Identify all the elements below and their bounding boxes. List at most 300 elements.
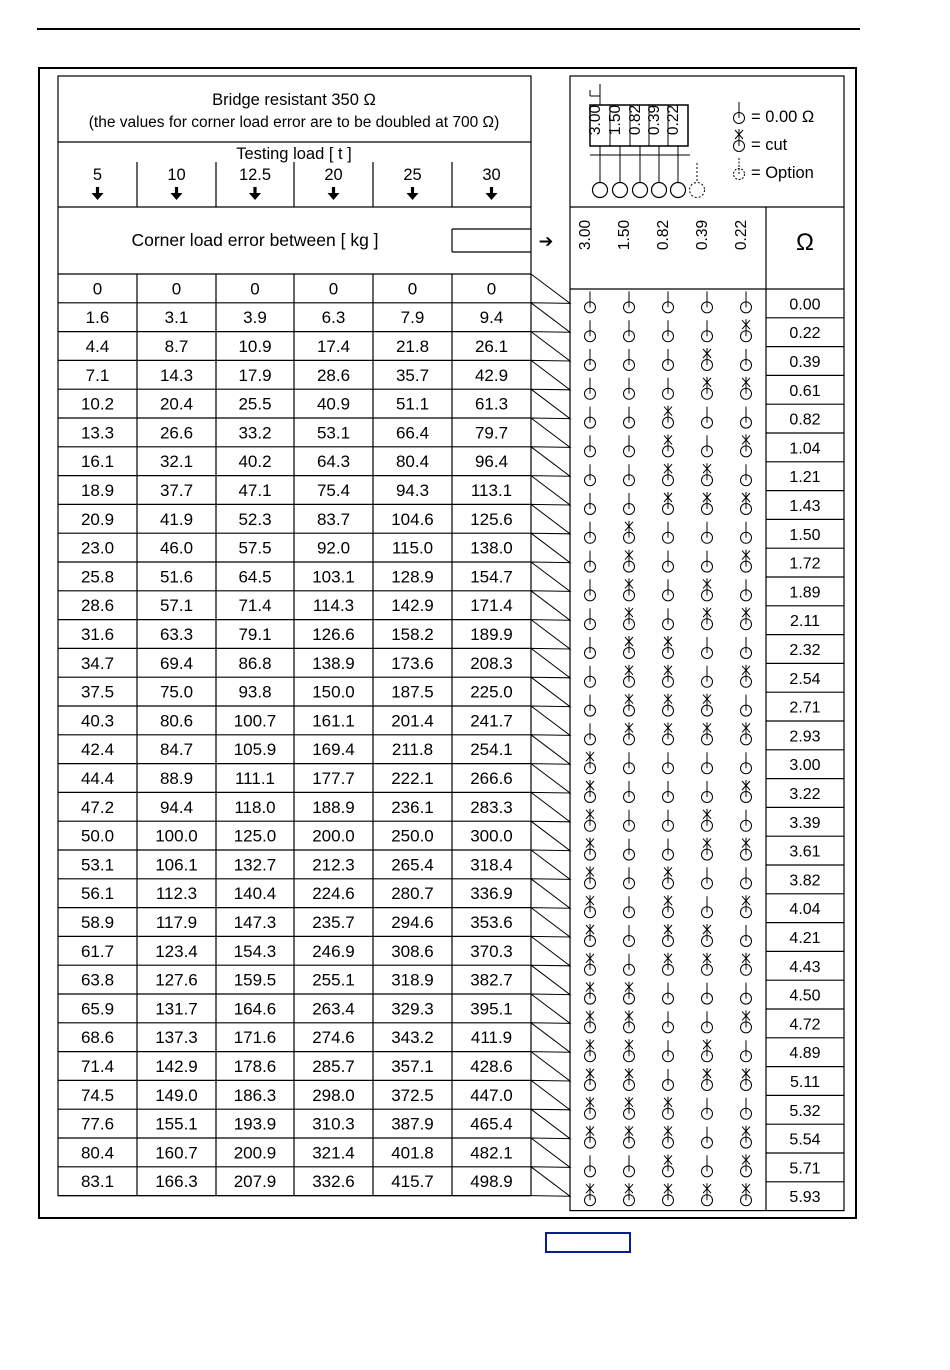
code-cut-icon <box>585 780 596 803</box>
code-closed-icon <box>741 637 752 659</box>
table-cell: 53.1 <box>80 855 115 875</box>
load-value-6: 30 <box>482 166 501 184</box>
row-connector-lines <box>531 274 570 1196</box>
code-cut-icon <box>585 895 596 918</box>
code-closed-icon <box>663 781 674 803</box>
code-cut-icon <box>663 924 674 947</box>
table-cell: 96.4 <box>474 452 509 472</box>
table-cell: 161.1 <box>312 711 355 731</box>
table-cell: 154.3 <box>233 941 277 961</box>
table-cell: 10.2 <box>80 394 115 414</box>
ohm-value: 1.50 <box>789 526 821 544</box>
table-cell: 465.4 <box>470 1114 513 1134</box>
code-closed-icon <box>741 1040 752 1062</box>
code-cut-icon <box>741 607 752 630</box>
code-cut-icon <box>585 1097 596 1120</box>
table-cell: 63.8 <box>80 970 115 990</box>
code-closed-icon <box>741 522 752 544</box>
table-cell: 138.9 <box>312 653 355 673</box>
table-cell: 53.1 <box>316 423 351 443</box>
code-closed-icon <box>702 867 713 889</box>
table-cell: 31.6 <box>80 625 115 644</box>
code-cut-icon <box>624 694 635 717</box>
table-cell: 40.9 <box>316 394 351 414</box>
table-cell: 58.9 <box>80 913 115 932</box>
table-cell: 159.5 <box>233 970 277 990</box>
code-closed-icon <box>702 1127 713 1149</box>
code-closed-icon <box>702 1155 713 1177</box>
table-cell: 401.8 <box>391 1143 434 1163</box>
code-closed-icon <box>624 291 635 313</box>
code-closed-icon <box>663 551 674 573</box>
legend-text: = 0.00 Ω <box>751 108 815 126</box>
code-cut-icon <box>663 866 674 889</box>
table-cell: 103.1 <box>312 567 355 587</box>
table-cell: 298.0 <box>312 1085 355 1105</box>
ohm-value: 3.39 <box>789 814 821 832</box>
table-cell: 0 <box>486 279 497 299</box>
code-closed-icon <box>702 896 713 918</box>
table-cell: 37.5 <box>80 682 115 702</box>
table-cell: 283.3 <box>470 797 513 817</box>
table-cell: 189.9 <box>470 625 513 644</box>
code-cut-icon <box>663 953 674 976</box>
table-cell: 0 <box>171 279 182 299</box>
table-cell: 21.8 <box>395 337 430 356</box>
down-arrow-icon <box>92 187 104 200</box>
table-cell: 0 <box>250 279 260 299</box>
table-cell: 187.5 <box>391 682 434 702</box>
code-closed-icon <box>702 551 713 573</box>
table-cell: 235.7 <box>312 913 355 932</box>
ohm-value: 1.04 <box>789 440 821 458</box>
code-cut-icon <box>663 1183 674 1206</box>
code-closed-icon <box>663 378 674 400</box>
ohm-value: 5.11 <box>790 1074 820 1091</box>
code-cut-icon <box>702 607 713 630</box>
code-cut-icon <box>624 665 635 688</box>
code-cut-icon <box>585 982 596 1005</box>
table-cell: 37.7 <box>159 481 194 500</box>
table-cell: 211.8 <box>391 740 434 760</box>
table-cell: 23.0 <box>80 538 115 558</box>
code-closed-icon <box>702 1011 713 1033</box>
table-cell: 1.6 <box>85 308 110 328</box>
code-cut-icon <box>663 492 674 515</box>
table-cell: 74.5 <box>80 1085 115 1105</box>
table-cell: 150.0 <box>312 682 355 702</box>
code-cut-icon <box>741 895 752 918</box>
code-closed-icon <box>741 349 752 371</box>
table-cell: 128.9 <box>391 567 434 587</box>
code-closed-icon <box>741 810 752 832</box>
table-cell: 8.7 <box>164 337 189 356</box>
code-closed-icon <box>624 839 635 861</box>
code-cut-icon <box>585 809 596 832</box>
code-closed-icon <box>663 752 674 774</box>
table-cell: 382.7 <box>470 970 513 990</box>
table-cell: 63.3 <box>159 625 194 644</box>
ohm-value: 5.71 <box>789 1160 821 1178</box>
table-cell: 415.7 <box>391 1172 434 1192</box>
code-closed-icon <box>663 608 674 630</box>
table-cell: 208.3 <box>470 653 513 673</box>
code-cut-icon <box>702 578 713 601</box>
table-cell: 64.3 <box>316 452 351 472</box>
code-cut-icon <box>585 838 596 861</box>
table-cell: 32.1 <box>159 452 194 472</box>
ohm-value: 3.22 <box>789 786 821 803</box>
ohm-value: 1.43 <box>789 498 821 515</box>
code-cut-icon <box>741 1010 752 1033</box>
ohm-value: 5.32 <box>789 1102 821 1120</box>
ohm-value: 3.00 <box>789 757 821 775</box>
code-cut-icon <box>624 1010 635 1033</box>
table-cell: 33.2 <box>238 423 272 443</box>
code-closed-icon <box>585 291 596 313</box>
table-cell: 318.9 <box>391 970 434 990</box>
table-cell: 100.7 <box>233 711 277 731</box>
code-cut-icon <box>741 953 752 976</box>
code-closed-icon <box>624 320 635 342</box>
table-cell: 26.6 <box>159 423 194 443</box>
code-cut-icon <box>585 1039 596 1062</box>
table-cell: 16.1 <box>80 452 115 472</box>
table-cell: 236.1 <box>391 797 434 817</box>
ohm-value: 2.71 <box>789 699 821 717</box>
code-cut-icon <box>624 578 635 601</box>
table-cell: 77.6 <box>80 1114 115 1134</box>
table-cell: 9.4 <box>479 308 504 328</box>
table-cell: 498.9 <box>470 1172 513 1192</box>
load-value-4: 20 <box>324 166 343 184</box>
table-cell: 28.6 <box>80 596 115 616</box>
table-cell: 50.0 <box>80 826 115 846</box>
code-cut-icon <box>663 1097 674 1120</box>
table-cell: 0 <box>92 279 103 299</box>
table-cell: 64.5 <box>238 567 272 587</box>
ohm-value: 4.72 <box>789 1016 821 1034</box>
table-cell: 4.4 <box>85 337 110 356</box>
table-cell: 177.7 <box>312 769 355 788</box>
solder-pad-icon <box>671 183 686 198</box>
code-closed-icon <box>585 407 596 429</box>
code-cut-icon <box>585 924 596 947</box>
resistor-label: 1.50 <box>607 104 624 136</box>
code-closed-icon <box>585 464 596 486</box>
table-cell: 3.9 <box>243 308 267 328</box>
table-cell: 222.1 <box>391 769 434 788</box>
code-cut-icon <box>624 521 635 544</box>
table-cell: 285.7 <box>312 1057 355 1076</box>
table-cell: 321.4 <box>312 1143 355 1163</box>
table-cell: 35.7 <box>395 365 430 385</box>
ohm-value: 0.82 <box>789 411 821 429</box>
table-cell: 274.6 <box>312 1028 355 1048</box>
code-cut-icon <box>702 348 713 371</box>
code-cut-icon <box>585 953 596 976</box>
code-cut-icon <box>624 1068 635 1091</box>
code-closed-icon <box>624 407 635 429</box>
table-cell: 0 <box>328 279 339 299</box>
table-cell: 212.3 <box>312 855 355 875</box>
table-cell: 41.9 <box>159 509 194 529</box>
table-cell: 125.6 <box>470 509 513 529</box>
code-closed-icon <box>585 551 596 573</box>
table-cell: 482.1 <box>470 1143 513 1163</box>
code-closed-icon <box>624 349 635 371</box>
code-cut-icon <box>741 1068 752 1091</box>
table-cell: 10.9 <box>238 337 272 356</box>
table-cell: 178.6 <box>233 1057 277 1076</box>
code-cut-icon <box>663 1154 674 1177</box>
load-value-3: 12.5 <box>238 166 272 184</box>
testing-load-label: Testing load [ t ] <box>236 145 352 163</box>
table-cell: 166.3 <box>155 1172 198 1192</box>
table-cell: 332.6 <box>312 1172 355 1192</box>
code-cut-icon <box>663 434 674 457</box>
code-closed-icon <box>663 983 674 1005</box>
code-closed-icon <box>741 867 752 889</box>
solder-pad-icon <box>593 183 608 198</box>
table-cell: 13.3 <box>80 423 115 443</box>
table-cell: 57.5 <box>238 538 272 558</box>
code-closed-icon <box>702 666 713 688</box>
table-cell: 158.2 <box>391 625 434 644</box>
down-arrow-icon <box>407 187 419 200</box>
table-cell: 123.4 <box>155 941 198 961</box>
table-cell: 105.9 <box>233 740 277 760</box>
table-cell: 56.1 <box>80 884 115 904</box>
code-closed-icon <box>702 752 713 774</box>
load-value-2: 10 <box>167 166 186 184</box>
resistor-label: 0.39 <box>646 104 663 136</box>
load-value-1: 5 <box>92 166 103 184</box>
table-cell: 92.0 <box>316 538 351 558</box>
table-cell: 68.6 <box>80 1028 115 1048</box>
table-cell: 117.9 <box>155 913 198 932</box>
table-cell: 140.4 <box>233 884 277 904</box>
code-cut-icon <box>702 1039 713 1062</box>
code-cut-icon <box>741 1183 752 1206</box>
code-closed-icon <box>702 320 713 342</box>
code-closed-icon <box>624 867 635 889</box>
code-closed-icon <box>585 378 596 400</box>
table-cell: 118.0 <box>234 797 276 817</box>
code-closed-icon <box>663 291 674 313</box>
code-cut-icon <box>741 319 752 342</box>
table-cell: 171.4 <box>470 596 513 616</box>
code-closed-icon <box>624 435 635 457</box>
corner-load-label: Corner load error between [ kg ] <box>131 230 379 250</box>
table-cell: 20.4 <box>159 394 194 414</box>
table-cell: 80.6 <box>159 711 194 731</box>
table-cell: 20.9 <box>80 509 115 529</box>
table-cell: 142.9 <box>155 1057 198 1076</box>
table-cell: 17.4 <box>316 337 351 356</box>
code-closed-icon <box>585 608 596 630</box>
table-cell: 106.1 <box>155 855 198 875</box>
table-cell: 241.7 <box>470 711 513 731</box>
ohm-value: 0.39 <box>789 354 821 371</box>
ohm-value: 4.50 <box>789 987 821 1005</box>
down-arrow-icon <box>328 187 340 200</box>
table-cell: 66.4 <box>395 423 430 443</box>
ohm-value: 1.89 <box>789 584 821 602</box>
code-closed-icon <box>585 349 596 371</box>
code-column-header: 3.00 <box>577 219 594 251</box>
table-cell: 28.6 <box>316 365 351 385</box>
table-cell: 280.7 <box>391 884 434 904</box>
table-cell: 93.8 <box>238 682 272 702</box>
table-cell: 84.7 <box>159 740 194 760</box>
bridge-title: Bridge resistant 350 Ω <box>212 91 376 109</box>
code-cut-icon <box>702 694 713 717</box>
table-cell: 34.7 <box>80 653 115 673</box>
solder-pad-icon <box>633 183 648 198</box>
table-cell: 80.4 <box>80 1143 115 1163</box>
code-closed-icon <box>741 752 752 774</box>
table-cell: 200.9 <box>233 1143 277 1163</box>
code-closed-icon <box>702 781 713 803</box>
ohm-value: 1.72 <box>789 555 821 573</box>
table-cell: 100.0 <box>155 826 198 846</box>
code-closed-icon <box>585 1155 596 1177</box>
table-cell: 255.1 <box>312 970 355 990</box>
code-closed-icon <box>741 407 752 429</box>
table-cell: 112.3 <box>155 884 198 904</box>
code-cut-icon <box>585 1126 596 1149</box>
table-cell: 447.0 <box>470 1085 513 1105</box>
code-closed-icon <box>624 925 635 947</box>
table-cell: 47.1 <box>238 481 272 500</box>
code-closed-icon <box>624 752 635 774</box>
table-cell: 224.6 <box>312 884 355 904</box>
code-cut-icon <box>585 1183 596 1206</box>
ohm-value: 2.93 <box>789 728 821 746</box>
code-closed-icon <box>702 1098 713 1120</box>
table-cell: 6.3 <box>321 308 346 328</box>
code-cut-icon <box>624 1183 635 1206</box>
code-closed-icon <box>585 723 596 745</box>
table-cell: 266.6 <box>470 769 513 788</box>
table-cell: 25.8 <box>80 567 115 587</box>
code-cut-icon <box>741 838 752 861</box>
table-cell: 51.1 <box>395 394 430 414</box>
code-cut-icon <box>741 492 752 515</box>
table-cell: 147.3 <box>233 913 277 932</box>
ohm-value: 0.61 <box>789 382 821 400</box>
table-cell: 357.1 <box>391 1057 434 1076</box>
table-cell: 115.0 <box>391 538 434 558</box>
table-cell: 160.7 <box>155 1143 198 1163</box>
code-cut-icon <box>663 636 674 659</box>
table-cell: 246.9 <box>312 941 355 961</box>
table-cell: 428.6 <box>470 1057 513 1076</box>
table-cell: 71.4 <box>80 1057 115 1076</box>
table-cell: 7.9 <box>400 308 425 328</box>
code-closed-icon <box>624 781 635 803</box>
table-cell: 207.9 <box>233 1172 277 1192</box>
table-cell: 79.1 <box>238 625 272 644</box>
table-cell: 193.9 <box>233 1114 277 1134</box>
code-closed-icon <box>702 637 713 659</box>
table-cell: 155.1 <box>155 1114 198 1134</box>
code-closed-icon <box>663 320 674 342</box>
table-cell: 318.4 <box>470 855 513 875</box>
table-cell: 336.9 <box>470 884 513 904</box>
table-cell: 132.7 <box>233 855 277 875</box>
table-cell: 149.0 <box>155 1085 198 1105</box>
code-closed-icon <box>663 522 674 544</box>
table-cell: 104.6 <box>391 509 434 529</box>
table-cell: 125.0 <box>233 826 277 846</box>
table-cell: 265.4 <box>391 855 434 875</box>
code-closed-icon <box>585 522 596 544</box>
ohm-value: 3.82 <box>789 872 821 890</box>
ohm-value: 4.04 <box>789 901 821 919</box>
table-cell: 387.9 <box>391 1114 434 1134</box>
ohm-value: 5.93 <box>789 1189 821 1207</box>
code-closed-icon <box>702 522 713 544</box>
table-cell: 395.1 <box>470 999 513 1019</box>
table-cell: 138.0 <box>470 538 513 558</box>
table-cell: 200.0 <box>312 826 355 846</box>
resistor-label: 3.00 <box>587 104 604 136</box>
code-closed-icon <box>624 1155 635 1177</box>
table-cell: 40.3 <box>80 711 115 731</box>
code-cut-icon <box>702 1183 713 1206</box>
code-cut-icon <box>624 722 635 745</box>
code-cut-icon <box>585 1068 596 1091</box>
code-closed-icon <box>663 810 674 832</box>
code-closed-icon <box>663 1011 674 1033</box>
table-cell: 83.7 <box>316 509 351 529</box>
table-cell: 169.4 <box>312 740 355 760</box>
down-arrow-icon <box>249 187 261 200</box>
table-cell: 294.6 <box>391 913 434 932</box>
table-cell: 127.6 <box>155 970 198 990</box>
code-closed-icon <box>741 579 752 601</box>
code-cut-icon <box>741 722 752 745</box>
table-cell: 71.4 <box>238 596 272 616</box>
code-cut-icon <box>702 492 713 515</box>
code-cut-icon <box>741 1154 752 1177</box>
table-cell: 46.0 <box>159 538 194 558</box>
code-cut-icon <box>741 665 752 688</box>
ohm-value: 2.11 <box>790 613 820 631</box>
table-cell: 61.7 <box>80 941 115 961</box>
table-cell: 57.1 <box>159 596 194 616</box>
ohm-value: 0.22 <box>789 325 821 343</box>
code-closed-icon <box>741 925 752 947</box>
code-closed-icon <box>702 983 713 1005</box>
code-closed-icon <box>624 810 635 832</box>
load-value-5: 25 <box>403 166 422 184</box>
code-closed-icon <box>585 579 596 601</box>
code-closed-icon <box>624 896 635 918</box>
code-cut-icon <box>663 665 674 688</box>
table-cell: 131.7 <box>155 999 198 1019</box>
table-cell: 186.3 <box>233 1085 277 1105</box>
code-cut-icon <box>702 1068 713 1091</box>
table-cell: 44.4 <box>80 769 115 788</box>
code-cut-icon <box>624 636 635 659</box>
code-cut-icon <box>585 1010 596 1033</box>
resistor-label: 0.82 <box>627 104 644 136</box>
table-cell: 86.8 <box>238 653 272 673</box>
table-cell: 42.4 <box>80 740 115 760</box>
